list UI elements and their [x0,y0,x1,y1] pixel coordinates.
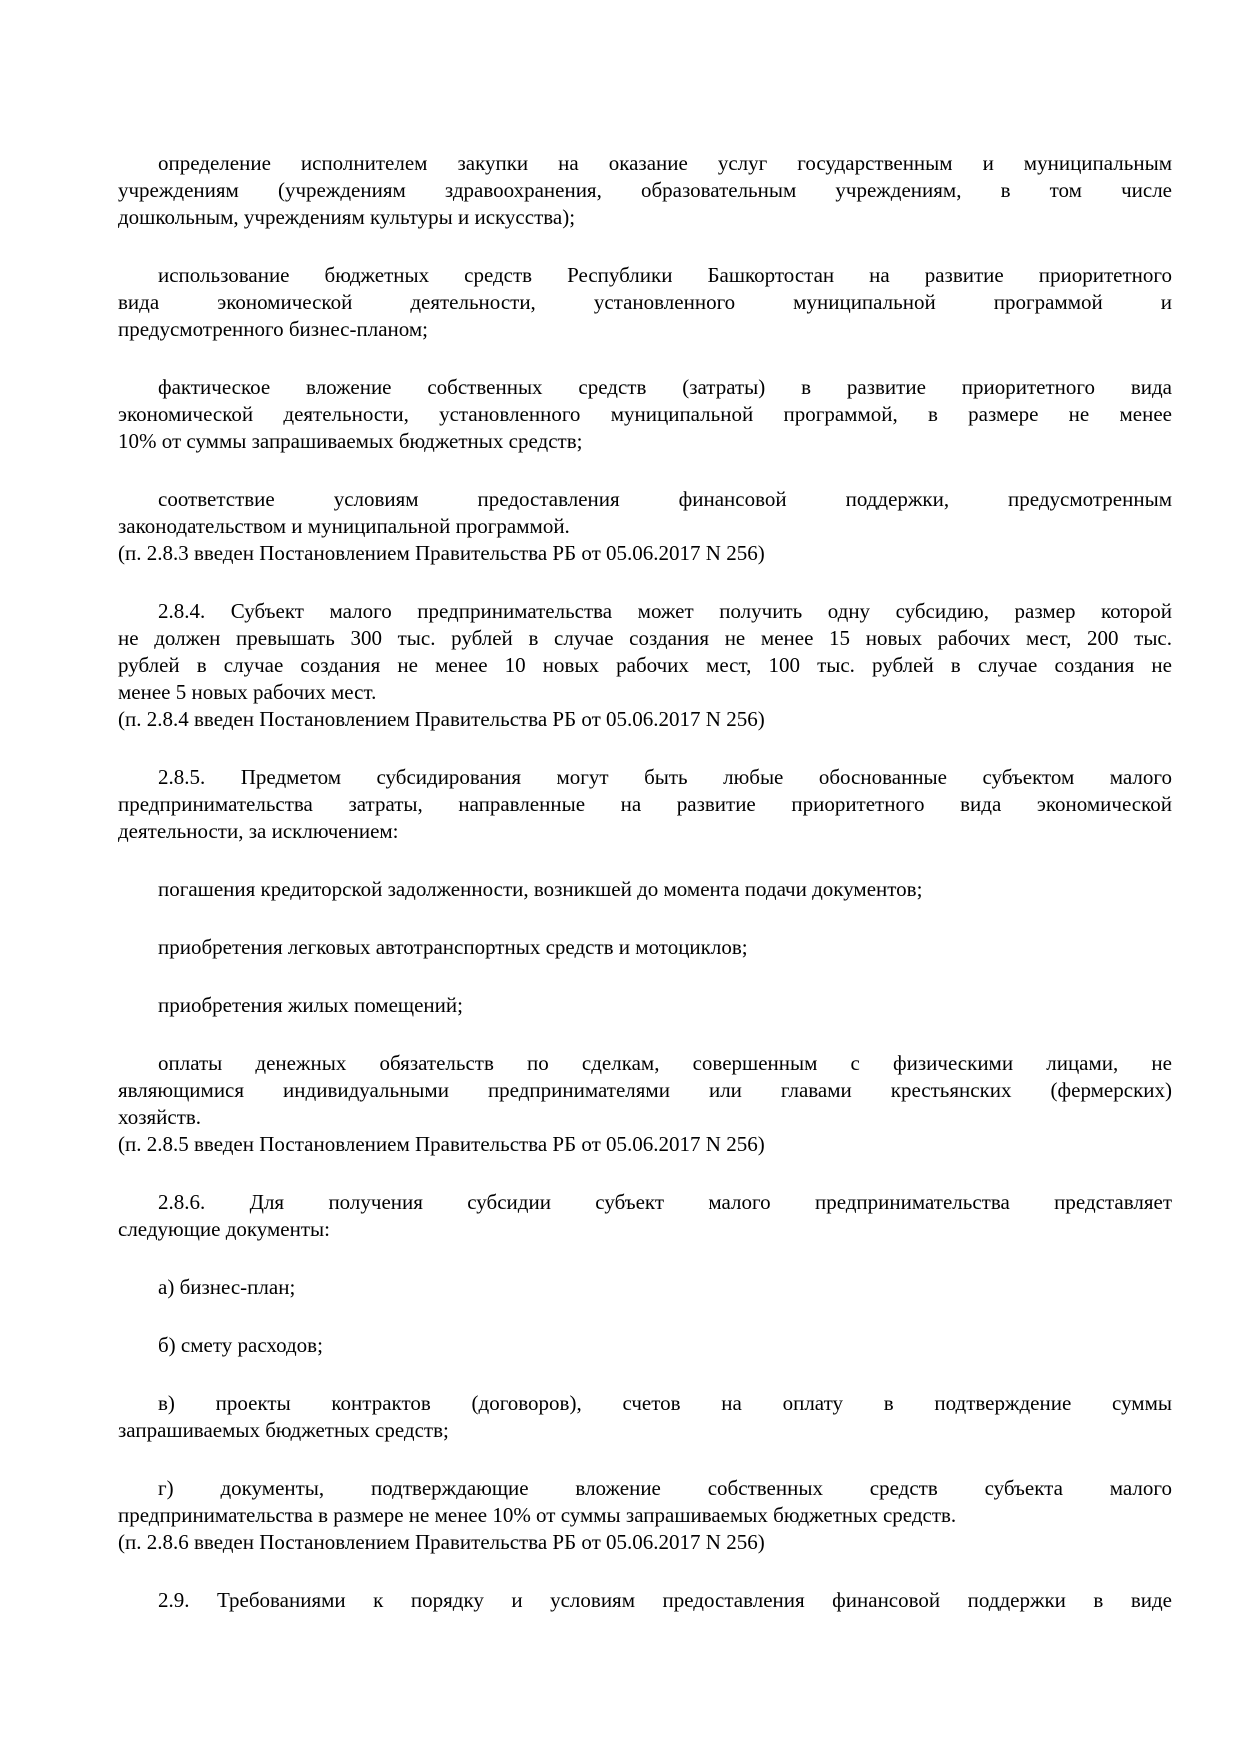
text-line: хозяйств. [118,1105,202,1129]
text-line: определение исполнителем закупки на оказание услуг государственным и муниципальным [158,151,1172,175]
text-line: соответствие условиям предоставления финансовой поддержки, предусмотренным [158,487,1172,511]
paragraph [118,486,1172,567]
text-line: в) проекты контрактов (договоров), счетов на оплату в подтверждение суммы [158,1391,1172,1415]
text-line: являющимися индивидуальными предпринимателями или главами крестьянских (фермерских) [118,1078,1172,1102]
paragraph [118,598,1172,733]
text-line: следующие документы: [118,1217,330,1241]
text-line: фактическое вложение собственных средств (затраты) в развитие приоритетного вида [158,375,1172,399]
amendment-note: (п. 2.8.5 введен Постановлением Правительства РБ от 05.06.2017 N 256) [118,1132,765,1156]
text-line: не должен превышать 300 тыс. рублей в случае создания не менее 15 новых рабочих мест, 200 тыс. [118,626,1172,650]
text-line: дошкольным, учреждениям культуры и искусства); [118,205,576,229]
paragraph [118,1332,1172,1359]
paragraph [118,374,1172,455]
paragraph [118,764,1172,845]
text-line: приобретения легковых автотранспортных средств и мотоциклов; [158,935,748,959]
text-line: предпринимательства затраты, направленные на развитие приоритетного вида экономической [118,792,1172,816]
document-page [118,150,1172,1645]
text-line: рублей в случае создания не менее 10 новых рабочих мест, 100 тыс. рублей в случае создания не [118,653,1172,677]
text-line: менее 5 новых рабочих мест. [118,680,377,704]
paragraph [118,262,1172,343]
paragraph [118,1390,1172,1444]
text-line: предпринимательства в размере не менее 10% от суммы запрашиваемых бюджетных средств. [118,1503,957,1527]
text-line: 2.9. Требованиями к порядку и условиям предоставления финансовой поддержки в виде [158,1588,1172,1612]
text-line: 10% от суммы запрашиваемых бюджетных средств; [118,429,583,453]
paragraph [118,1189,1172,1243]
text-line: г) документы, подтверждающие вложение собственных средств субъекта малого [158,1476,1172,1500]
text-line: учреждениям (учреждениям здравоохранения, образовательным учреждениям, в том числе [118,178,1172,202]
text-line: вида экономической деятельности, установленного муниципальной программой и [118,290,1172,314]
text-line: использование бюджетных средств Республики Башкортостан на развитие приоритетного [158,263,1172,287]
paragraph [118,1274,1172,1301]
paragraph [118,150,1172,231]
amendment-note: (п. 2.8.6 введен Постановлением Правительства РБ от 05.06.2017 N 256) [118,1530,765,1554]
paragraph [118,876,1172,903]
text-line: а) бизнес-план; [158,1275,296,1299]
paragraph [118,1050,1172,1158]
paragraph [118,1475,1172,1556]
text-line: погашения кредиторской задолженности, возникшей до момента подачи документов; [158,877,923,901]
text-line: предусмотренного бизнес-планом; [118,317,428,341]
text-line: экономической деятельности, установленного муниципальной программой, в размере не менее [118,402,1172,426]
amendment-note: (п. 2.8.4 введен Постановлением Правительства РБ от 05.06.2017 N 256) [118,707,765,731]
text-line: б) смету расходов; [158,1333,323,1357]
text-line: оплаты денежных обязательств по сделкам, совершенным с физическими лицами, не [158,1051,1172,1075]
text-line: приобретения жилых помещений; [158,993,463,1017]
text-line: 2.8.5. Предметом субсидирования могут быть любые обоснованные субъектом малого [158,765,1172,789]
text-line: законодательством и муниципальной программой. [118,514,570,538]
text-line: 2.8.4. Субъект малого предпринимательства может получить одну субсидию, размер которой [158,599,1172,623]
text-line: деятельности, за исключением: [118,819,399,843]
amendment-note: (п. 2.8.3 введен Постановлением Правительства РБ от 05.06.2017 N 256) [118,541,765,565]
paragraph [118,992,1172,1019]
text-line: запрашиваемых бюджетных средств; [118,1418,449,1442]
paragraph [118,1587,1172,1614]
paragraph [118,934,1172,961]
text-line: 2.8.6. Для получения субсидии субъект малого предпринимательства представляет [158,1190,1172,1214]
